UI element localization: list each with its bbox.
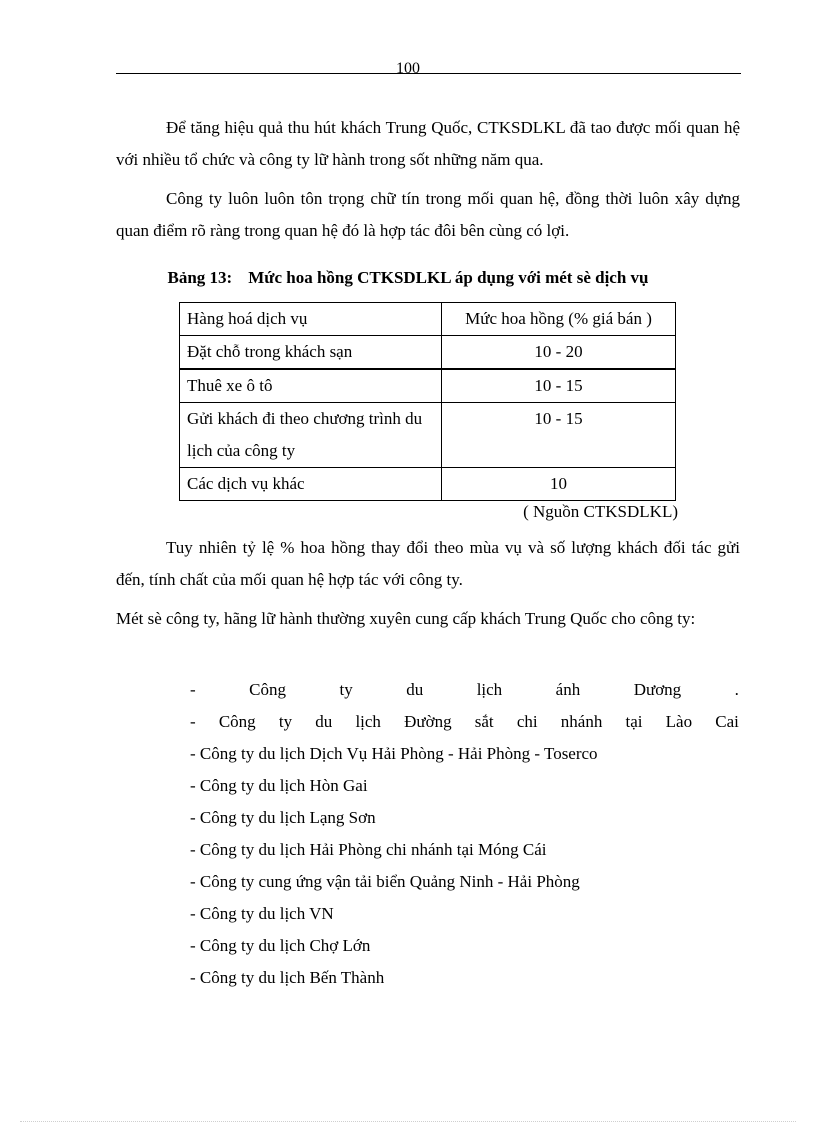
list-item: - Công ty du lịch Chợ Lớn [190,936,371,955]
list-word: du [315,712,333,731]
footer-rule [20,1121,796,1122]
list-word: - [190,680,196,699]
list-word: Cai [715,712,739,731]
list-word: sắt [474,712,494,731]
list-word: Công [249,680,286,699]
list-word: ty [339,680,353,699]
paragraph-trust: Công ty luôn luôn tôn trọng chữ tín trong mối quan hệ, đồng thời luôn xây dựng quan điểm rõ ràng trong quan hệ đó là hợp tác đôi bên cùng có lợi. [116,189,740,240]
cell-service: Gửi khách đi theo chương trình du lịch của công ty [180,403,442,468]
list-word: . [734,680,739,699]
paragraph-commission-note: Tuy nhiên tỷ lệ % hoa hồng thay đổi theo mùa vụ và số lượng khách đối tác gửi đến, tính chất của mối quan hệ hợp tác với công ty. [116,538,740,589]
table-source: ( Nguồn CTKSDLKL) [523,502,678,521]
partner-company-list [190,674,739,994]
table-row [180,369,676,403]
header-rule [116,73,741,74]
table-caption-label: Bảng 13: [167,268,233,287]
table-caption [0,268,816,288]
header-service: Hàng hoá dịch vụ [180,303,442,336]
list-word: chi [516,712,538,731]
table-caption-title: Mức hoa hồng CTKSDLKL áp dụng với mét sè dịch vụ [248,268,649,287]
list-word: Công [218,712,256,731]
cell-rate: 10 - 15 [442,403,676,468]
list-word: du [406,680,424,699]
list-item: - Công ty du lịch Bến Thành [190,968,385,987]
table-row [180,468,676,501]
list-word: Đường [404,712,452,731]
page-number: 100 [396,60,420,77]
commission-table [179,302,676,501]
cell-service: Thuê xe ô tô [180,369,442,403]
cell-service: Đặt chỗ trong khách sạn [180,336,442,370]
cell-service: Các dịch vụ khác [180,468,442,501]
cell-rate: 10 - 15 [442,369,676,403]
list-item: - Công ty cung ứng vận tải biển Quảng Ninh - Hải Phòng [190,872,580,891]
list-word: Dương [633,680,682,699]
paragraph-partners-intro: Mét sè công ty, hãng lữ hành thường xuyên cung cấp khách Trung Quốc cho công ty: [116,609,696,628]
list-word: tại [625,712,643,731]
list-item: - Công ty du lịch Dịch Vụ Hải Phòng - Hải Phòng - Toserco [190,744,598,763]
cell-rate: 10 [442,468,676,501]
list-item: - Công ty du lịch VN [190,904,334,923]
header-rate: Mức hoa hồng (% giá bán ) [442,303,676,336]
list-word: lịch [476,680,503,699]
table-row [180,403,676,468]
list-item: - Công ty du lịch Hòn Gai [190,776,368,795]
list-word: ánh [555,680,581,699]
list-word: ty [278,712,293,731]
list-item [190,706,739,738]
list-word: lịch [355,712,381,731]
list-word: - [190,712,196,731]
list-item: - Công ty du lịch Lạng Sơn [190,808,376,827]
list-item [190,674,739,706]
paragraph-intro: Để tăng hiệu quả thu hút khách Trung Quốc, CTKSDLKL đã tao được mối quan hệ với nhiều tổ chức và công ty lữ hành trong sốt những năm qua. [116,118,740,169]
table-header-row [180,303,676,336]
cell-rate: 10 - 20 [442,336,676,370]
list-word: nhánh [560,712,603,731]
list-item: - Công ty du lịch Hải Phòng chi nhánh tại Móng Cái [190,840,547,859]
list-word: Lào [665,712,693,731]
table-row [180,336,676,370]
